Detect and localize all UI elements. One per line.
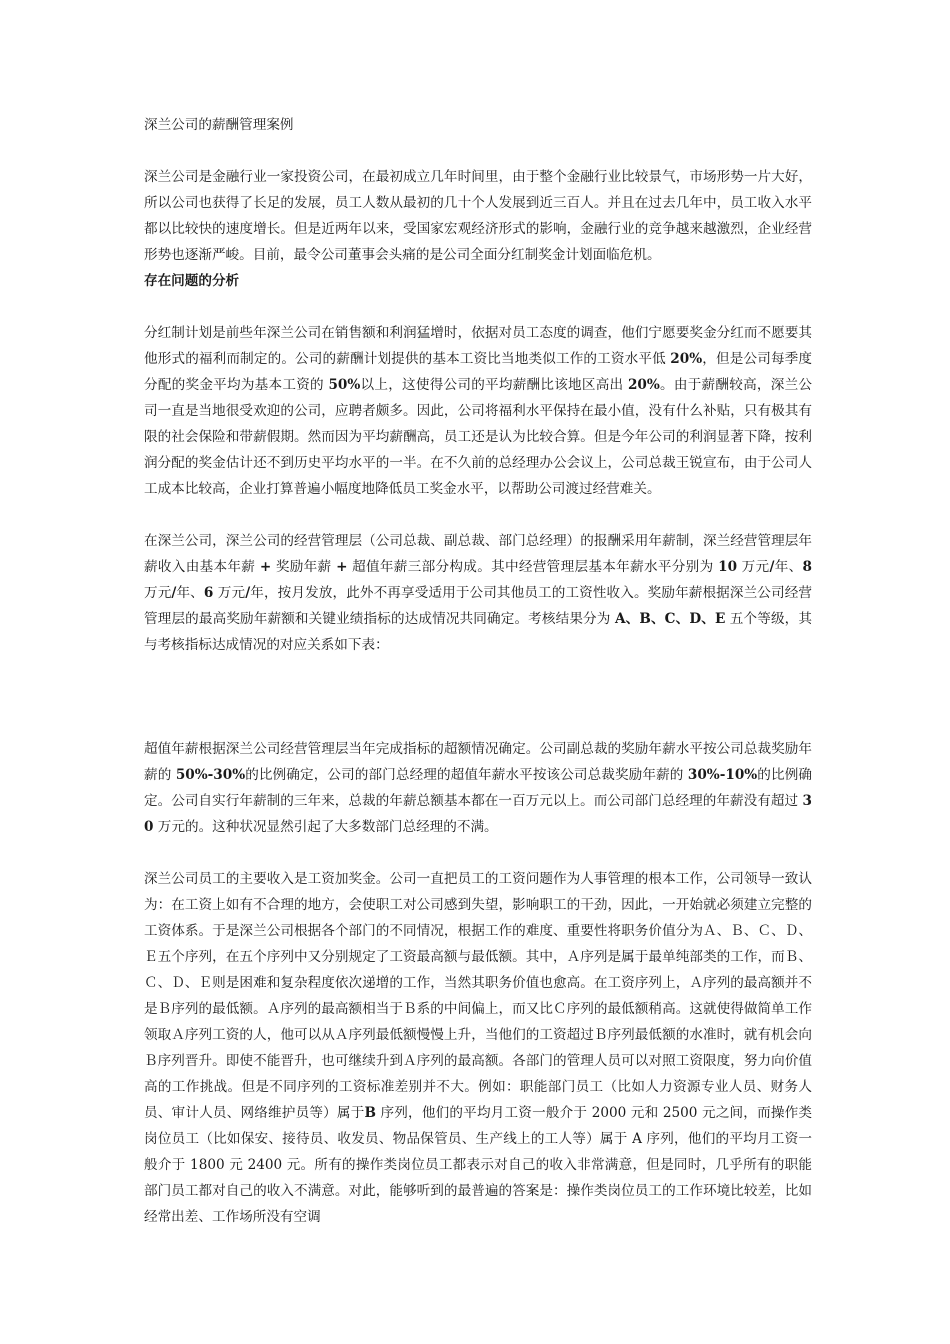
text-run: 五个等级，其与考核指标达成情况的对应关系如下表：	[144, 611, 812, 653]
document-title: 深兰公司的薪酬管理案例	[144, 117, 294, 133]
text-run: 。由于薪酬较高，深兰公司一直是当地很受欢迎的公司，应聘者颇多。因此，公司将福利水平保持在最小值，没有什么补贴，只有极其有限的社会保险和带薪假期。然而因为平均薪酬高，员工还是认为比较合算。但是今年公司的利润显著下降，按利润分配的奖金估计还不到历史平均水平的一半。在不久前的总经理办公会议上，公司总裁王锐宣布，由于公司人工成本比较高，企业打算普遍小幅度地降低员工奖金水平，以帮助公司渡过经营难关。	[144, 377, 813, 497]
spacer	[144, 502, 812, 528]
spacer	[144, 138, 812, 164]
bold-run: 10	[718, 559, 738, 575]
text-run: 分红制计划是前些年深兰公司在销售额和利润猛增时，依据对员工态度的调查，他们宁愿要奖金分红而不愿要其他形式的福利而制定的。公司的薪酬计划提供的基本工资比当地类似工作的工资水平低	[144, 325, 812, 367]
bold-run: 50%-30%	[175, 767, 246, 783]
bold-run: 20%	[627, 377, 660, 393]
text-run: 深兰公司员工的主要收入是工资加奖金。公司一直把员工的工资问题作为人事管理的根本工作，公司领导一致认为：在工资上如有不合理的地方，会使职工对公司感到失望，影响职工的干劲，因此，一开始就必须建立完整的工资体系。于是深兰公司根据各个部门的不同情况，根据工作的难度、重要性将职务价值分为Ａ、Ｂ、Ｃ、Ｄ、Ｅ五个序列，在五个序列中又分别规定了工资最高额与最低额。其中，Ａ序列是属于最单纯部类的工作，而Ｂ、Ｃ、Ｄ、Ｅ则是困难和复杂程度依次递增的工作，当然其职务价值也愈高。在工资序列上，Ａ序列的最高额并不是Ｂ序列的最低额。Ａ序列的最高额相当于Ｂ系的中间偏上，而又比Ｃ序列的最低额稍高。这就使得做简单工作领取Ａ序列工资的人，他可以从Ａ序列最低额慢慢上升，当他们的工资超过Ｂ序列最低额的水准时，就有机会向Ｂ序列晋升。即使不能晋升，也可继续升到Ａ序列的最高额。各部门的管理人员可以对照工资限度，努力向价值高的工作挑战。但是不同序列的工资标准差别并不大。例如：职能部门员工（比如人力资源专业人员、财务人员、审计人员、网络维护员等）属于	[144, 871, 812, 1121]
text-run: 的比例确定。公司自实行年薪制的三年来，总裁的年薪总额基本都在一百万元以上。而公司部门总经理的年薪没有超过	[144, 767, 812, 809]
text-run: 万元的。这种状况显然引起了大多数部门总经理的不满。	[153, 819, 498, 835]
table-gap	[144, 658, 812, 736]
bold-run: B	[364, 1105, 376, 1121]
text-run: 超值年薪三部分构成。其中经营管理层基本年薪水平分别为	[347, 559, 719, 575]
spacer	[144, 840, 812, 866]
text-run: 在深兰公司，深兰公司的经营管理层（公司总裁、副总裁、部门总经理）的报酬采用年薪制，深兰经营管理层年薪收入由基本年薪	[144, 533, 812, 575]
text-run: 万元	[144, 585, 172, 601]
document-page	[144, 112, 812, 1230]
paragraph-excess-salary	[144, 736, 812, 840]
text-run: 超值年薪根据深兰公司经营管理层当年完成指标的超额情况确定。公司副总裁的奖励年薪水平按公司总裁奖励年薪的	[144, 741, 812, 783]
bold-run: 8	[802, 559, 813, 575]
spacer	[144, 294, 812, 320]
text-run: 奖励年薪	[271, 559, 337, 575]
bold-run: 30%-10%	[687, 767, 758, 783]
text-run: 年、	[774, 559, 803, 575]
paragraph-employee-wages	[144, 866, 812, 1230]
bold-run: 20%	[670, 351, 703, 367]
bold-run: 30	[144, 793, 812, 835]
bold-run: +	[259, 559, 272, 575]
text-run: 年、	[176, 585, 204, 601]
text-run: 万元	[737, 559, 770, 575]
paragraph-bonus-plan	[144, 320, 812, 502]
text-run: 以上，这使得公司的平均薪酬比该地区高出	[360, 377, 628, 393]
bold-run: 6	[203, 585, 214, 601]
bold-run: 50%	[328, 377, 361, 393]
bold-run: +	[336, 559, 348, 575]
bold-run: A、B、C、D、E	[614, 611, 726, 627]
bold-run: /	[171, 585, 177, 601]
bold-run: /	[245, 585, 251, 601]
bold-run: /	[769, 559, 775, 575]
intro-paragraph: 深兰公司是金融行业一家投资公司，在最初成立几年时间里，由于整个金融行业比较景气，市场形势一片大好，所以公司也获得了长足的发展，员工人数从最初的几十个人发展到近三百人。并且在过去几年中，员工收入水平都以比较快的速度增长。但是近两年以来，受国家宏观经济形式的影响，金融行业的竞争越来越激烈，企业经营形势也逐渐严峻。目前，最令公司董事会头痛的是公司全面分红制奖金计划面临危机。	[144, 169, 812, 263]
text-run: 万元	[213, 585, 246, 601]
text-run: 序列，他们的平均月工资一般介于 2000 元和 2500 元之间，而操作类岗位员工（比如保安、接待员、收发员、物品保管员、生产线上的工人等）属于 A 序列，他们的平均月工资一般介于 1800 元 2400 元。所有的操作类岗位员工都表示对自己的收入非常满意，但是同时，几乎所有的职能部门员工都对自己的收入不满意。对此，能够听到的最普遍的答案是：操作类岗位员工的工作环境比较差，比如经常出差、工作场所没有空调	[144, 1105, 813, 1225]
text-run: ，但是公司每季度分配的奖金平均为基本工资的	[144, 351, 812, 393]
section-heading: 存在问题的分析	[144, 273, 240, 289]
text-run: 的比例确定，公司的部门总经理的超值年薪水平按该公司总裁奖励年薪的	[245, 767, 688, 783]
paragraph-annual-salary	[144, 528, 812, 658]
text-run: 年，按月发放，此外不再享受适用于公司其他员工的工资性收入。奖励年薪根据深兰公司经营管理层的最高奖励年薪额和关键业绩指标的达成情况共同确定。考核结果分为	[144, 585, 812, 627]
